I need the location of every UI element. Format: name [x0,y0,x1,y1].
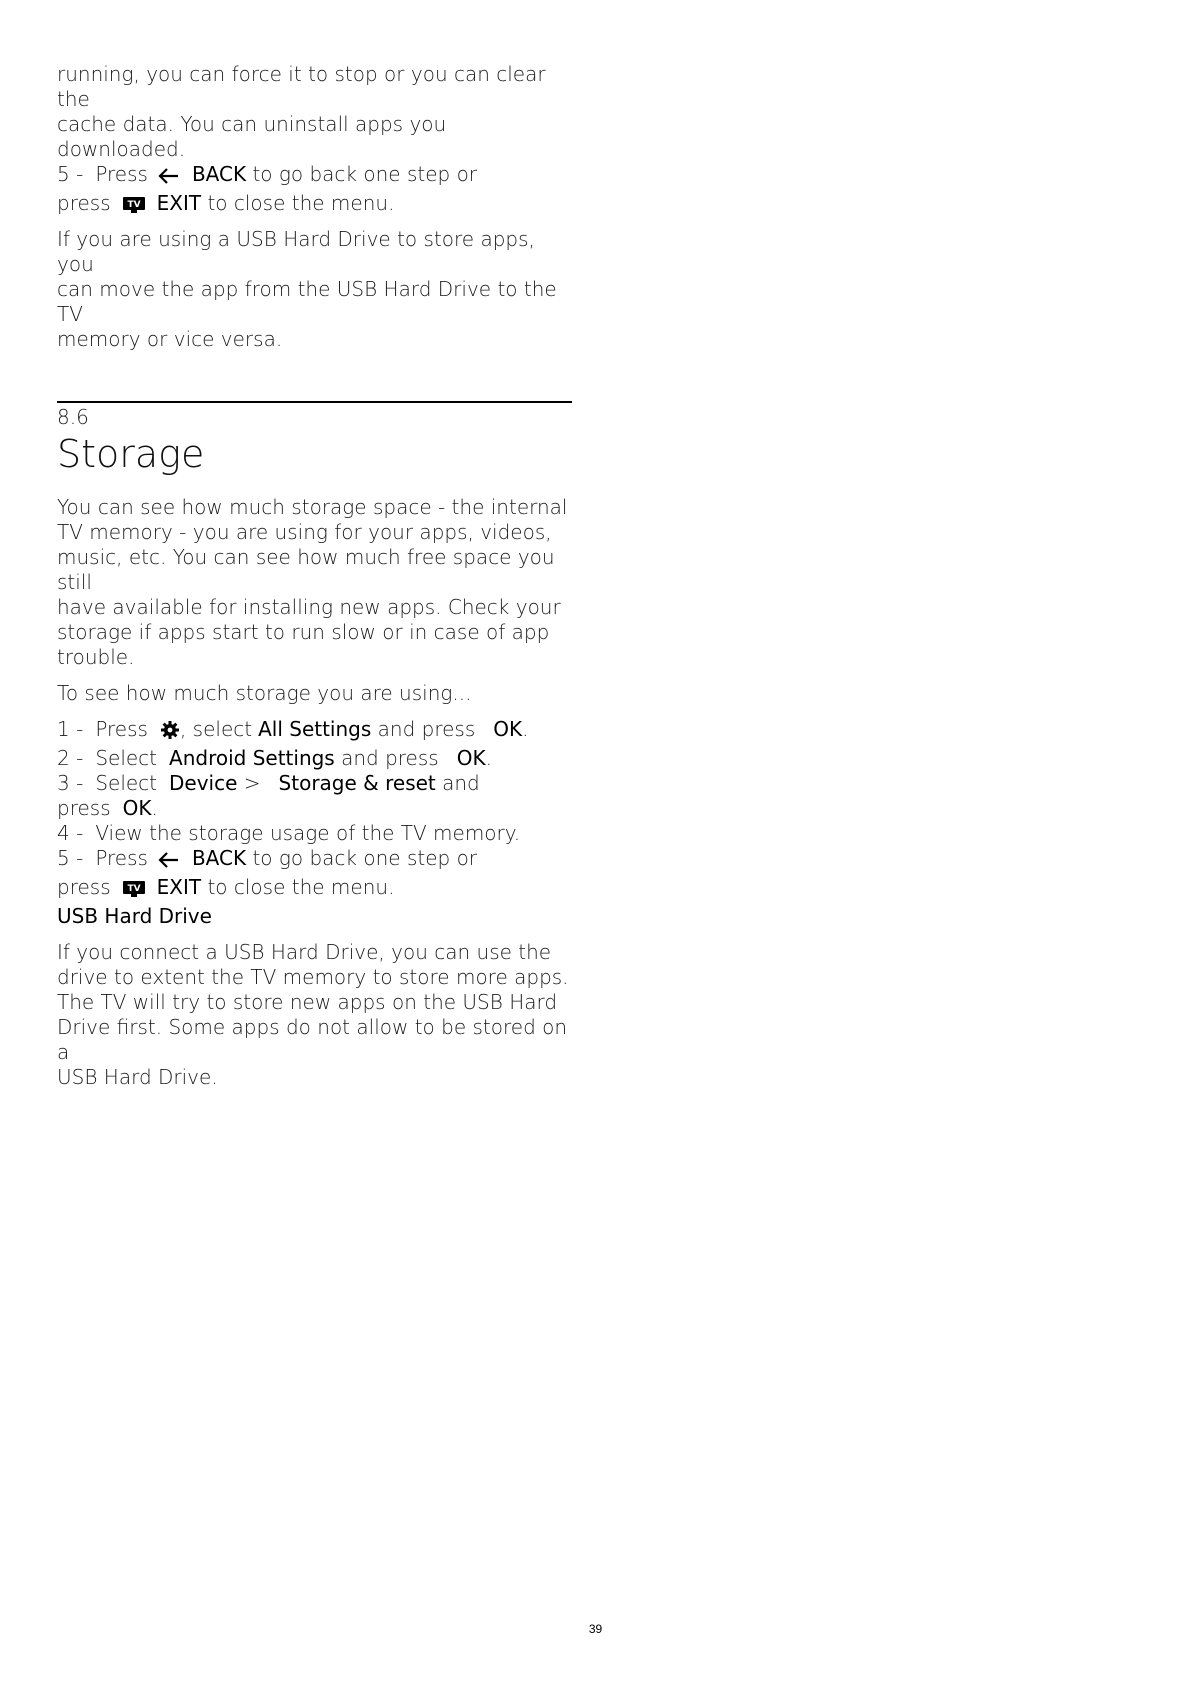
text-line: If you are using a USB Hard Drive to store apps, you [57,227,535,276]
text-line: can move the app from the USB Hard Drive to the TV [57,277,557,326]
section-title: Storage [57,432,205,476]
step-5-line-2: press TV EXIT to close the menu. [57,191,395,215]
step-1: 1 - Press , select All Settings and press OK. [57,717,572,746]
step-2: 2 - Select Android Settings and press OK. [57,746,492,770]
text-line: storage if apps start to run slow or in case of app [57,620,550,644]
exit-key: EXIT [156,875,202,899]
back-key: BACK [191,162,247,186]
text-line: drive to extent the TV memory to store more apps. [57,965,569,989]
step-5-line-1: 5 - Press BACK to go back one step or [57,162,572,191]
text-line: Drive first. Some apps do not allow to be stored on a [57,1015,568,1064]
step-3-line-2: press OK. [57,796,158,820]
step-3-line-1: 3 - Select Device > Storage & reset and [57,771,480,795]
tv-icon [123,194,145,210]
exit-key: EXIT [156,191,202,215]
text-line: If you connect a USB Hard Drive, you can use the [57,940,552,964]
gear-icon [160,720,180,746]
text-line: USB Hard Drive. [57,1065,218,1089]
step-5-line-1: 5 - Press BACK to go back one step or [57,846,572,875]
back-arrow-icon [158,166,180,191]
text-line: To see how much storage you are using... [57,681,472,705]
text-line: running, you can force it to stop or you can clear the [57,62,546,111]
text-line: music, etc. You can see how much free space you still [57,545,555,594]
text-line: memory or vice versa. [57,327,283,351]
section-divider [57,401,572,403]
text-line: The TV will try to store new apps on the USB Hard [57,990,558,1014]
section-number: 8.6 [57,405,89,429]
page-number: 39 [588,1622,603,1636]
step-4: 4 - View the storage usage of the TV memory. [57,821,521,845]
text-line: trouble. [57,645,135,669]
subheading-usb-hard-drive: USB Hard Drive [57,904,212,928]
tv-icon [123,878,145,894]
text-line: TV memory - you are using for your apps, videos, [57,520,552,544]
svg-text:TV: TV [127,884,141,894]
svg-text:TV: TV [127,200,141,210]
text-line: have available for installing new apps. Check your [57,595,561,619]
text-line: cache data. You can uninstall apps you downloaded. [57,112,447,161]
back-key: BACK [191,846,247,870]
text-line: You can see how much storage space - the internal [57,495,568,519]
page-content [57,62,572,1090]
back-arrow-icon [158,850,180,875]
step-5-line-2: press TV EXIT to close the menu. [57,875,395,899]
